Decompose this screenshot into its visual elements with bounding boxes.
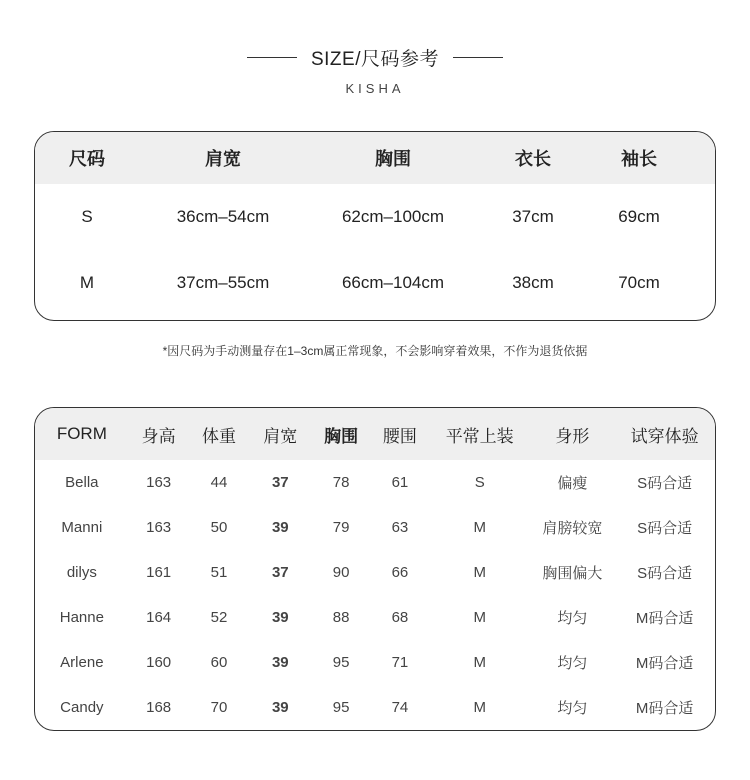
size-cell: 69cm — [618, 207, 660, 226]
fit-cell: 66 — [391, 564, 409, 581]
size-cell: 70cm — [618, 273, 660, 292]
fit-cell: M码合适 — [635, 700, 694, 717]
fit-cell: 均匀 — [557, 700, 588, 717]
size-cell: S — [81, 207, 93, 226]
fit-cell: Hanne — [59, 609, 104, 626]
fit-cell: 偏瘦 — [557, 475, 588, 492]
size-cell: 37cm — [512, 207, 554, 226]
fit-cell: 160 — [146, 654, 172, 671]
fit-header-cell: 平常上装 — [445, 426, 514, 446]
fit-cell: 39 — [271, 654, 289, 671]
brand-name: KISHA — [345, 81, 405, 96]
fit-cell: 95 — [332, 654, 350, 671]
fit-cell: Candy — [60, 699, 104, 716]
fit-cell: M — [473, 654, 486, 671]
fit-cell: 52 — [210, 609, 228, 626]
size-table-row — [35, 250, 715, 316]
fit-header-cell: 身形 — [555, 426, 590, 446]
page-header — [0, 44, 750, 96]
fit-cell: 163 — [146, 474, 172, 491]
fit-cell: Bella — [65, 474, 99, 491]
fit-table-header — [35, 408, 715, 460]
fit-cell: 88 — [332, 609, 350, 626]
size-header-cell: 尺码 — [69, 149, 105, 169]
size-cell: M — [79, 273, 95, 292]
fit-header-cell: 肩宽 — [263, 426, 298, 446]
size-cell: 66cm–104cm — [341, 273, 445, 292]
fit-cell: 均匀 — [557, 610, 588, 627]
fit-cell: 78 — [332, 474, 350, 491]
page-title: SIZE/尺码参考 — [310, 49, 439, 70]
fit-cell: 168 — [146, 699, 172, 716]
fit-cell: Manni — [61, 519, 103, 536]
fit-cell: 163 — [146, 519, 172, 536]
size-cell: 37cm–55cm — [176, 273, 270, 292]
fit-cell: 68 — [391, 609, 409, 626]
fit-cell: 90 — [332, 564, 350, 581]
fit-cell: S — [474, 474, 485, 491]
fit-cell: M — [473, 699, 486, 716]
size-header-cell: 衣长 — [515, 149, 551, 169]
fit-cell: S码合适 — [637, 565, 693, 582]
fit-cell: M码合适 — [635, 655, 694, 672]
fit-cell: 51 — [210, 564, 228, 581]
fit-cell: 61 — [391, 474, 409, 491]
fit-cell: 95 — [332, 699, 350, 716]
size-header-cell: 肩宽 — [205, 149, 241, 169]
fit-table-row — [35, 685, 715, 730]
title-row — [0, 44, 750, 71]
fit-cell: M码合适 — [635, 610, 694, 627]
size-table-header — [35, 132, 715, 184]
fit-cell: M — [473, 519, 486, 536]
fit-cell: M — [473, 564, 486, 581]
size-cell: 36cm–54cm — [176, 207, 270, 226]
fit-header-cell: 试穿体验 — [630, 426, 699, 446]
measurement-note: *因尺码为手动测量存在1–3cm属正常现象，不会影响穿着效果，不作为退货依据 — [162, 344, 588, 358]
fit-cell: 44 — [210, 474, 228, 491]
fit-table-body — [35, 460, 715, 730]
fit-cell: 74 — [391, 699, 409, 716]
fit-cell: S码合适 — [637, 475, 693, 492]
fit-cell: 164 — [146, 609, 172, 626]
fit-cell: 63 — [391, 519, 409, 536]
fit-cell: 161 — [146, 564, 172, 581]
fit-cell: 60 — [210, 654, 228, 671]
fit-cell: 39 — [271, 519, 289, 536]
fit-header-cell: 身高 — [141, 426, 176, 446]
title-rule-left — [247, 57, 297, 58]
fit-cell: 胸围偏大 — [542, 565, 603, 582]
size-cell: 62cm–100cm — [341, 207, 445, 226]
fit-header-cell: FORM — [56, 424, 107, 443]
fit-table-row — [35, 595, 715, 640]
size-table — [34, 131, 716, 321]
size-header-cell: 袖长 — [621, 149, 657, 169]
title-rule-right — [453, 57, 503, 58]
fit-table-row — [35, 460, 715, 505]
fit-cell: 均匀 — [557, 655, 588, 672]
fit-cell: dilys — [66, 564, 97, 581]
fit-header-cell: 腰围 — [382, 426, 417, 446]
fit-table — [34, 407, 716, 731]
fit-cell: 37 — [271, 564, 289, 581]
size-table-row — [35, 184, 715, 250]
size-cell: 38cm — [512, 273, 554, 292]
fit-cell: 39 — [271, 699, 289, 716]
fit-header-cell: 体重 — [201, 426, 236, 446]
size-header-cell: 胸围 — [375, 149, 411, 169]
fit-cell: 39 — [271, 609, 289, 626]
fit-table-row — [35, 505, 715, 550]
fit-cell: S码合适 — [637, 520, 693, 537]
fit-table-row — [35, 550, 715, 595]
fit-cell: M — [473, 609, 486, 626]
fit-cell: 肩膀较宽 — [542, 520, 603, 537]
fit-cell: Arlene — [60, 654, 104, 671]
fit-table-row — [35, 640, 715, 685]
fit-cell: 50 — [210, 519, 228, 536]
fit-cell: 71 — [391, 654, 409, 671]
fit-header-cell: 胸围 — [324, 426, 359, 446]
fit-cell: 70 — [210, 699, 228, 716]
fit-cell: 79 — [332, 519, 350, 536]
fit-cell: 37 — [271, 474, 289, 491]
